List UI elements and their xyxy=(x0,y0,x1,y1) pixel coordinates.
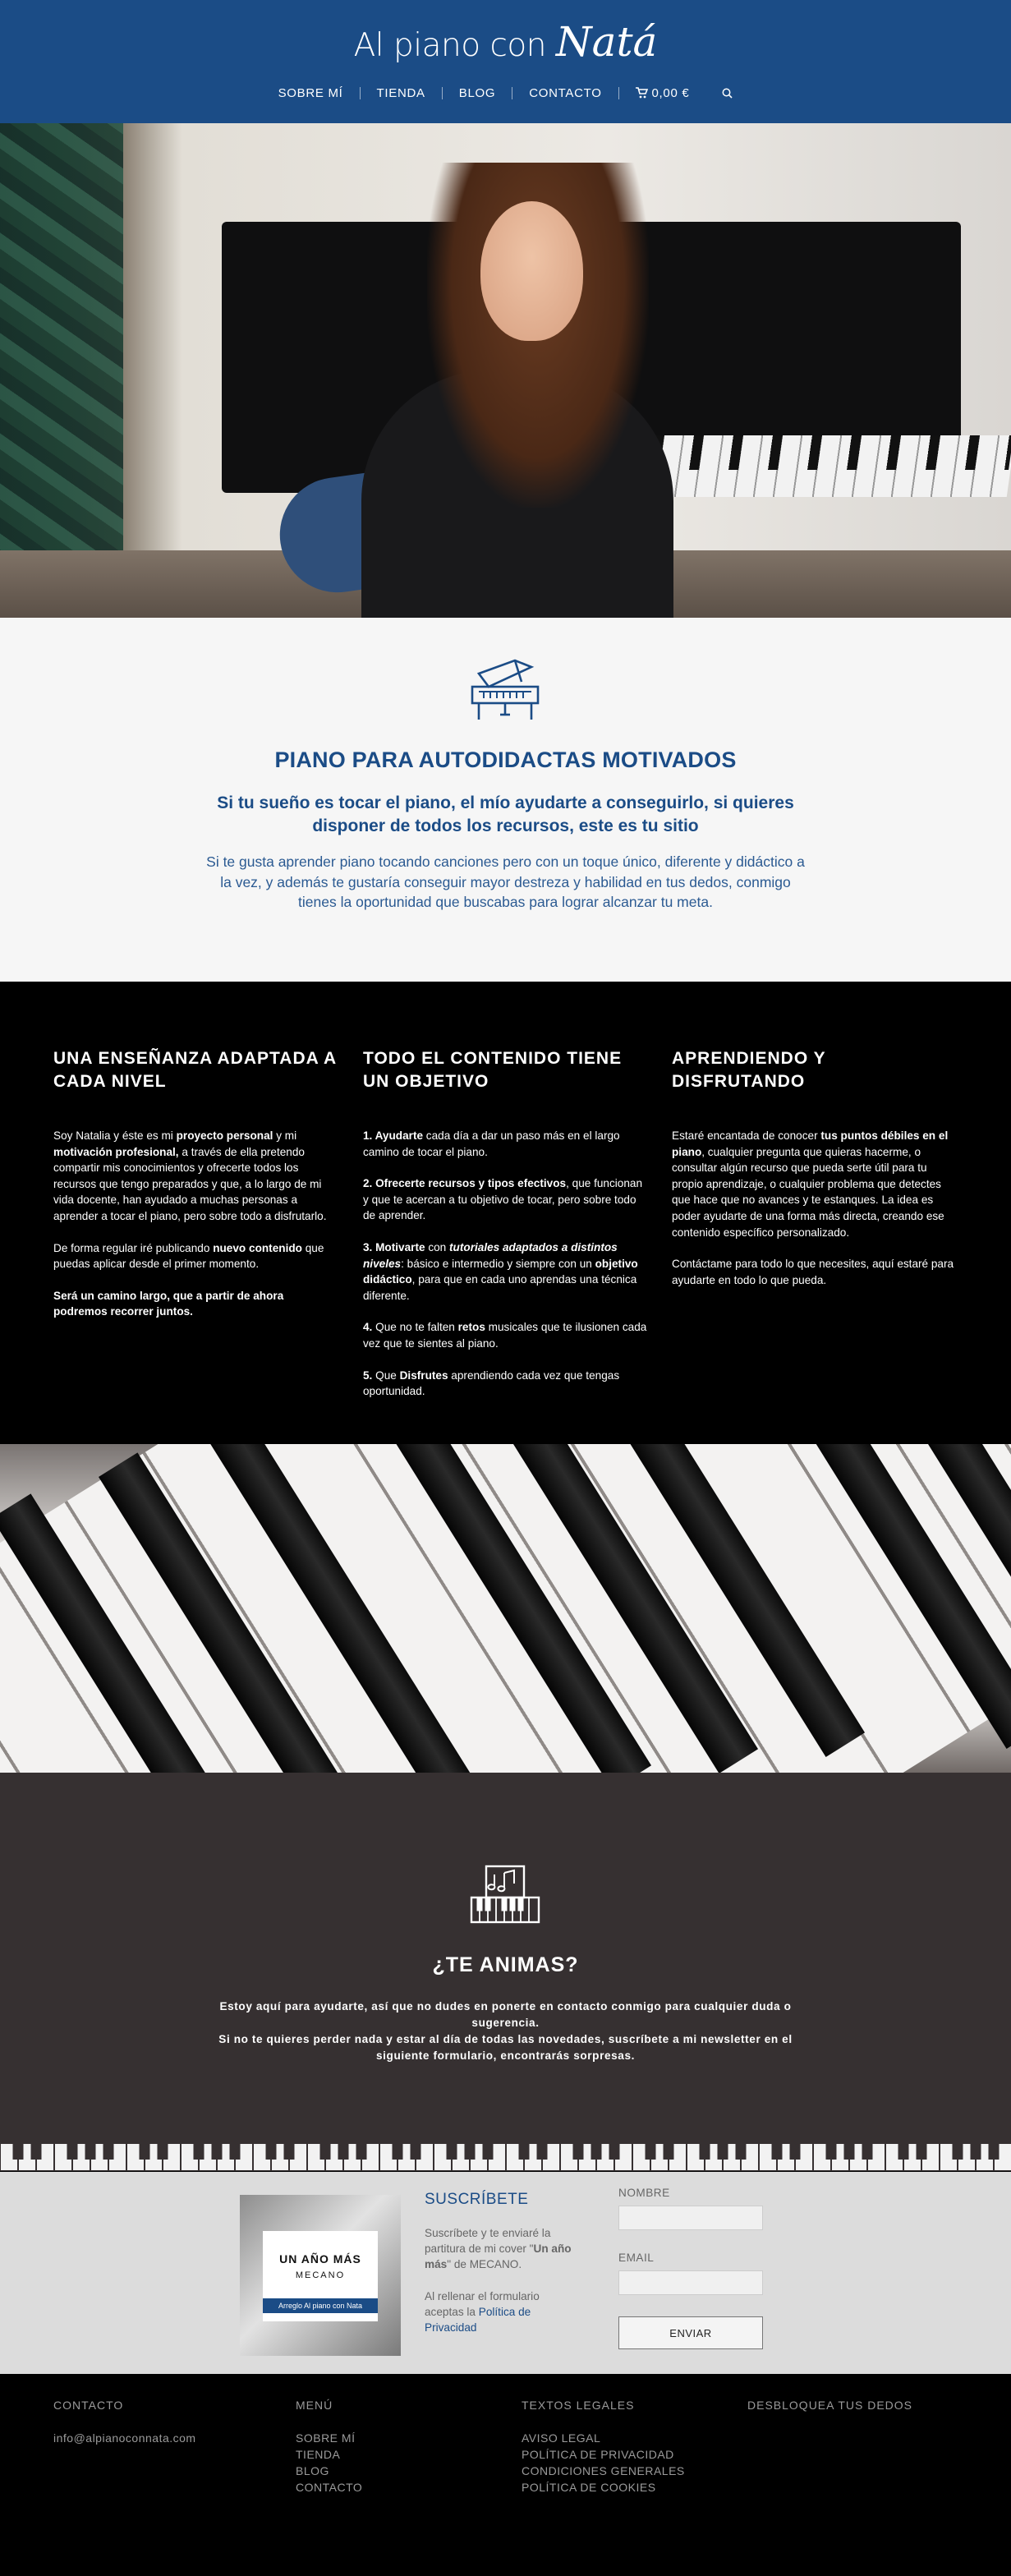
cover-band: Arreglo Al piano con Nata xyxy=(263,2298,378,2313)
cart-total: 0,00 € xyxy=(651,86,690,100)
nav-tienda[interactable]: TIENDA xyxy=(376,86,425,100)
footer-heading: DESBLOQUEA TUS DEDOS xyxy=(747,2399,913,2412)
footer-link-cookies[interactable]: POLÍTICA DE COOKIES xyxy=(522,2481,656,2494)
grand-piano-icon xyxy=(464,657,546,730)
hero-photo xyxy=(0,123,1011,618)
footer-unlock xyxy=(747,2399,912,2430)
cover-title: UN AÑO MÁS xyxy=(279,2252,361,2266)
footer-heading: CONTACTO xyxy=(53,2399,124,2412)
sheet-music-cover[interactable] xyxy=(240,2195,401,2356)
feature-paragraph: Estaré encantada de conocer tus puntos débiles en el piano, cualquier pregunta que quieras hacerme, o consultar algún recurso que pueda serte útil para tu propio aprendizaje, o cualquier problema que detectes que hace que no avances y te estanques. La idea es poder ayudarte de una forma más directa, creando ese contenido específico personalizado. xyxy=(672,1129,949,1239)
footer-link-contacto[interactable]: CONTACTO xyxy=(296,2481,363,2494)
nav-contacto[interactable]: CONTACTO xyxy=(529,86,602,100)
feature-title: TODO EL CONTENIDO TIENE UN OBJETIVO xyxy=(363,1049,623,1091)
email-label: EMAIL xyxy=(618,2252,655,2264)
site-logo[interactable] xyxy=(0,18,1011,66)
feature-paragraph: Será un camino largo, que a partir de ahora podremos recorrer juntos. xyxy=(53,1289,284,1318)
logo-script-text: Natá xyxy=(555,18,658,66)
feature-paragraph: Soy Natalia y éste es mi proyecto personal y mi motivación profesional, a través de ella pretendo compartir mis conocimientos y ofrecerte todos los recursos que tengo preparados y que, a lo largo de mi vida docente, han ayudado a muchas personas a aprender a tocar el piano, pero sobre todo a disfrutarlo. xyxy=(53,1129,327,1222)
keyboard-edge-icon xyxy=(0,2143,1011,2171)
name-label: NOMBRE xyxy=(618,2187,670,2199)
footer-link-privacidad[interactable]: POLÍTICA DE PRIVACIDAD xyxy=(522,2448,674,2461)
intro-title: PIANO PARA AUTODIDACTAS MOTIVADOS xyxy=(274,748,737,772)
objective-item: 5. Que Disfrutes aprendiendo cada vez que tengas oportunidad. xyxy=(363,1368,620,1398)
objective-item: 3. Motivarte con tutoriales adaptados a distintos niveles: básico e intermedio y siempre con un objetivo didáctico, para que en cada uno aprendas una técnica diferente. xyxy=(363,1240,638,1302)
submit-button[interactable]: ENVIAR xyxy=(618,2316,763,2349)
footer-link-tienda[interactable]: TIENDA xyxy=(296,2448,341,2461)
cta-section xyxy=(0,1773,1011,2144)
feature-column-level xyxy=(53,1047,339,1336)
footer-link-aviso-legal[interactable]: AVISO LEGAL xyxy=(522,2431,601,2445)
footer-menu xyxy=(296,2399,362,2496)
objective-item: 2. Ofrecerte recursos y tipos efectivos, que funcionan y que te acercan a tu objetivo de tocar, pero sobre todo de aprender. xyxy=(363,1177,643,1222)
feature-title: UNA ENSEÑANZA ADAPTADA A CADA NIVEL xyxy=(53,1049,337,1091)
cover-subtitle: MECANO xyxy=(295,2270,346,2280)
site-footer xyxy=(0,2374,1011,2576)
privacy-policy-link[interactable]: Política de Privacidad xyxy=(425,2306,531,2334)
feature-title: APRENDIENDO Y DISFRUTANDO xyxy=(672,1049,826,1091)
footer-link-blog[interactable]: BLOG xyxy=(296,2464,329,2477)
subscribe-heading: SUSCRÍBETE xyxy=(425,2191,529,2208)
subscribe-form xyxy=(618,2187,763,2349)
objective-item: 4. Que no te falten retos musicales que te ilusionen cada vez que te sientes al piano. xyxy=(363,1321,647,1350)
footer-email-link[interactable]: info@alpianoconnata.com xyxy=(53,2431,196,2445)
subscribe-text xyxy=(425,2192,581,2352)
subscribe-paragraph: Suscríbete y te enviaré la partitura de mi cover "Un año más" de MECANO. xyxy=(425,2227,572,2270)
footer-contact xyxy=(53,2399,196,2446)
feature-paragraph: Contáctame para todo lo que necesites, aquí estaré para ayudarte en todo lo que pueda. xyxy=(672,1258,954,1286)
piano-keys-photo xyxy=(0,1444,1011,1773)
footer-link-sobre-mi[interactable]: SOBRE MÍ xyxy=(296,2431,356,2445)
feature-column-enjoy xyxy=(672,1047,958,1304)
objective-item: 1. Ayudarte cada día a dar un paso más en el largo camino de tocar el piano. xyxy=(363,1129,620,1158)
intro-subtitle: Si tu sueño es tocar el piano, el mío ayudarte a conseguirlo, si quieres disponer de todos los recursos, este es tu sitio xyxy=(217,794,794,835)
logo-main-text: Al piano con xyxy=(353,27,556,64)
name-field[interactable] xyxy=(618,2206,763,2230)
footer-legal xyxy=(522,2399,685,2496)
piano-sheet-icon xyxy=(468,1865,542,1931)
nav-cart[interactable] xyxy=(619,86,706,100)
main-nav xyxy=(0,86,1011,100)
privacy-notice: Al rellenar el formulario aceptas la Política de Privacidad xyxy=(425,2290,540,2334)
site-header xyxy=(0,0,1011,123)
search-button[interactable] xyxy=(705,86,749,100)
footer-heading: TEXTOS LEGALES xyxy=(522,2399,635,2412)
cta-title: ¿TE ANIMAS? xyxy=(432,1953,579,1976)
features-section xyxy=(0,982,1011,1444)
search-icon xyxy=(722,86,733,100)
email-field[interactable] xyxy=(618,2270,763,2295)
footer-link-condiciones[interactable]: CONDICIONES GENERALES xyxy=(522,2464,685,2477)
feature-paragraph: De forma regular iré publicando nuevo contenido que puedas aplicar desde el primer momento. xyxy=(53,1241,324,1271)
cta-text: Estoy aquí para ayudarte, así que no dudes en ponerte en contacto conmigo para cualquier duda o sugerencia. Si no te quieres perder nada y estar al día de todas las novedades, suscríbete a mi newsletter en el siguiente formulario, encontrarás sorpresas. xyxy=(218,2000,793,2062)
subscribe-section xyxy=(0,2172,1011,2374)
feature-column-objective xyxy=(363,1047,649,1415)
nav-blog[interactable]: BLOG xyxy=(458,86,496,100)
nav-sobre-mi[interactable]: SOBRE MÍ xyxy=(278,86,343,100)
intro-body: Si te gusta aprender piano tocando canciones pero con un toque único, diferente y didáctico a la vez, y además te gustaría conseguir mayor destreza y habilidad en tus dedos, conmigo tienes la oportunidad que buscabas para lograr alcanzar tu meta. xyxy=(206,853,805,910)
intro-section xyxy=(0,618,1011,982)
hero-piano-black-keys xyxy=(638,435,1011,470)
cart-icon xyxy=(636,86,648,100)
hero-person-face xyxy=(480,201,583,341)
cover-card xyxy=(263,2231,378,2321)
footer-heading: MENÚ xyxy=(296,2399,333,2412)
hero-wallpaper xyxy=(0,123,123,618)
